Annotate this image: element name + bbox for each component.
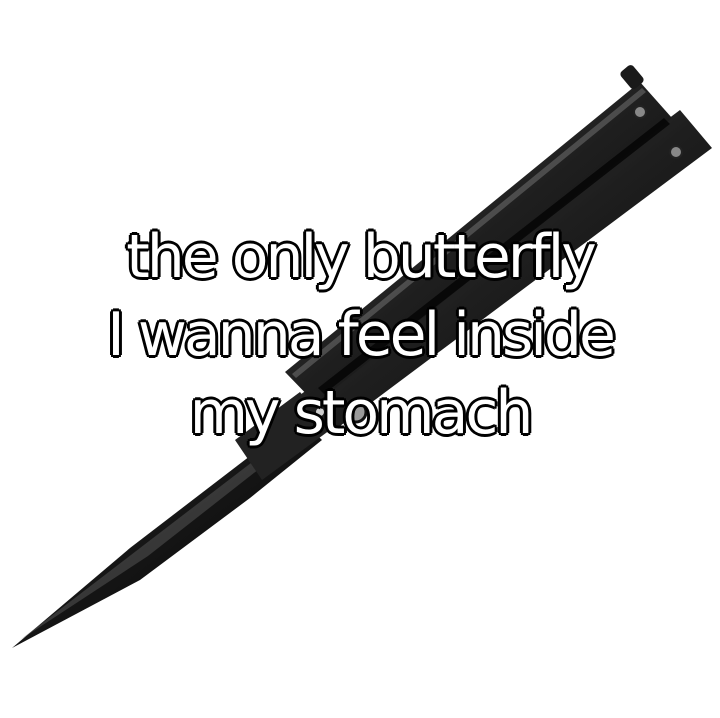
meme-caption xyxy=(0,218,720,452)
caption-line-3: my stomach xyxy=(189,378,531,448)
blade-edge-highlight xyxy=(20,456,268,640)
caption-line-2: I wanna feel inside xyxy=(107,300,613,370)
pivot-pin-lower xyxy=(670,146,682,158)
pivot-pin-upper xyxy=(634,106,646,118)
caption-line-1: the only butterfly xyxy=(126,222,594,292)
